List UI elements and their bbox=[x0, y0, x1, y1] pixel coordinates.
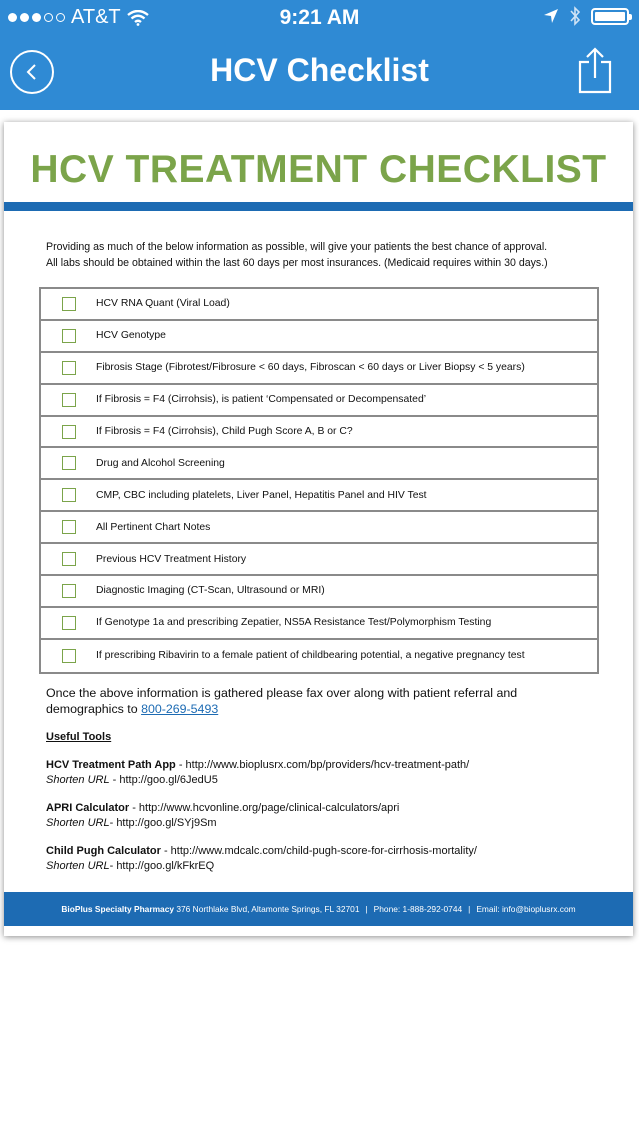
tool-name: HCV Treatment Path App bbox=[46, 759, 176, 771]
checklist-row bbox=[41, 480, 597, 512]
checkbox[interactable] bbox=[62, 520, 76, 534]
status-time: 9:21 AM bbox=[279, 6, 360, 29]
share-icon bbox=[577, 46, 613, 96]
footer-company: BioPlus Specialty Pharmacy bbox=[61, 904, 175, 914]
intro-text bbox=[46, 239, 606, 271]
fax-line bbox=[46, 701, 606, 717]
fax-line-prefix: demographics to bbox=[46, 702, 142, 716]
checklist-row bbox=[41, 608, 597, 640]
checkbox[interactable] bbox=[62, 297, 76, 311]
checklist-row bbox=[41, 321, 597, 353]
checklist-row bbox=[41, 640, 597, 672]
battery-icon bbox=[591, 8, 629, 25]
tool-hcv-treatment-path bbox=[46, 758, 616, 787]
checklist-item-label: CMP, CBC including platelets, Liver Panel, Hepatitis Panel and HIV Test bbox=[96, 489, 427, 501]
checklist-item-label: Drug and Alcohol Screening bbox=[96, 457, 225, 469]
fax-line: Once the above information is gathered please fax over along with patient referral and bbox=[46, 686, 518, 700]
tool-short-url[interactable]: - http://goo.gl/kFkrEQ bbox=[109, 859, 215, 872]
tool-apri-calculator bbox=[46, 801, 616, 830]
tool-short-url[interactable]: - http://goo.gl/6JedU5 bbox=[109, 773, 218, 786]
checklist-item-label: If Fibrosis = F4 (Cirrohsis), is patient ‘Compensated or Decompensated’ bbox=[96, 394, 427, 406]
checkbox[interactable] bbox=[62, 393, 76, 407]
app-header bbox=[0, 0, 639, 110]
checklist-item-label: Diagnostic Imaging (CT-Scan, Ultrasound or MRI) bbox=[96, 585, 325, 597]
checklist-row bbox=[41, 576, 597, 608]
tool-short-label: Shorten URL bbox=[46, 859, 110, 872]
checkbox[interactable] bbox=[62, 616, 76, 630]
tool-url[interactable]: - http://www.mdcalc.com/child-pugh-score-for-cirrhosis-mortality/ bbox=[160, 845, 477, 857]
title-divider bbox=[4, 202, 633, 211]
checklist-table bbox=[39, 287, 599, 674]
tool-short-url[interactable]: - http://goo.gl/SYj9Sm bbox=[109, 816, 217, 829]
checklist-row bbox=[41, 289, 597, 321]
footer-address: 376 Northlake Blvd, Altamonte Springs, FL 32701 bbox=[176, 904, 360, 914]
tool-name: APRI Calculator bbox=[46, 802, 130, 814]
checklist-item-label: If Genotype 1a and prescribing Zepatier, NS5A Resistance Test/Polymorphism Testing bbox=[96, 617, 492, 629]
document-footer bbox=[4, 892, 633, 926]
checkbox[interactable] bbox=[62, 552, 76, 566]
checklist-row bbox=[41, 512, 597, 544]
checkbox[interactable] bbox=[62, 488, 76, 502]
checkbox[interactable] bbox=[62, 361, 76, 375]
checklist-item-label: If prescribing Ribavirin to a female patient of childbearing potential, a negative pregnancy test bbox=[96, 650, 525, 662]
checklist-row bbox=[41, 448, 597, 480]
checklist-item-label: Previous HCV Treatment History bbox=[96, 553, 247, 565]
tool-name: Child Pugh Calculator bbox=[46, 845, 161, 857]
checklist-row bbox=[41, 544, 597, 576]
checkbox[interactable] bbox=[62, 425, 76, 439]
location-arrow-icon bbox=[543, 8, 559, 24]
checklist-row bbox=[41, 385, 597, 417]
footer-separator: | bbox=[468, 904, 471, 914]
intro-line: All labs should be obtained within the last 60 days per most insurances. (Medicaid requires within 30 days.) bbox=[46, 257, 548, 269]
checkbox[interactable] bbox=[62, 456, 76, 470]
footer-separator: | bbox=[365, 904, 368, 914]
checklist-item-label: Fibrosis Stage (Fibrotest/Fibrosure < 60 days, Fibroscan < 60 days or Liver Biopsy < 5 years) bbox=[96, 362, 525, 374]
intro-line: Providing as much of the below information as possible, will give your patients the best chance of approval. bbox=[46, 241, 548, 253]
status-bar bbox=[0, 0, 639, 36]
checkbox[interactable] bbox=[62, 584, 76, 598]
checklist-document bbox=[4, 122, 633, 936]
status-right bbox=[543, 6, 629, 26]
tool-short-label: Shorten URL bbox=[46, 773, 110, 786]
bluetooth-icon bbox=[569, 6, 581, 26]
checkbox[interactable] bbox=[62, 649, 76, 663]
checklist-row bbox=[41, 417, 597, 449]
checklist-item-label: HCV Genotype bbox=[96, 330, 166, 342]
share-button[interactable] bbox=[577, 46, 613, 96]
tool-short-label: Shorten URL bbox=[46, 816, 110, 829]
tool-url[interactable]: - http://www.hcvonline.org/page/clinical-calculators/apri bbox=[129, 802, 400, 814]
useful-tools-heading: Useful Tools bbox=[46, 731, 112, 743]
checklist-item-label: All Pertinent Chart Notes bbox=[96, 521, 211, 533]
document-title: HCV TREATMENT CHECKLIST bbox=[30, 148, 607, 191]
carrier-label: AT&T bbox=[71, 6, 121, 28]
fax-instructions bbox=[46, 685, 606, 717]
fax-number-link[interactable]: 800-269-5493 bbox=[141, 702, 219, 716]
footer-email: Email: info@bioplusrx.com bbox=[476, 904, 576, 914]
tool-child-pugh-calculator bbox=[46, 844, 616, 873]
checkbox[interactable] bbox=[62, 329, 76, 343]
checklist-row bbox=[41, 353, 597, 385]
checklist-item-label: HCV RNA Quant (Viral Load) bbox=[96, 298, 230, 310]
checklist-item-label: If Fibrosis = F4 (Cirrohsis), Child Pugh Score A, B or C? bbox=[96, 426, 353, 437]
tool-url[interactable]: - http://www.bioplusrx.com/bp/providers/hcv-treatment-path/ bbox=[175, 759, 470, 771]
footer-phone: Phone: 1-888-292-0744 bbox=[373, 904, 463, 914]
nav-bar bbox=[0, 36, 639, 110]
page-title: HCV Checklist bbox=[210, 52, 429, 88]
